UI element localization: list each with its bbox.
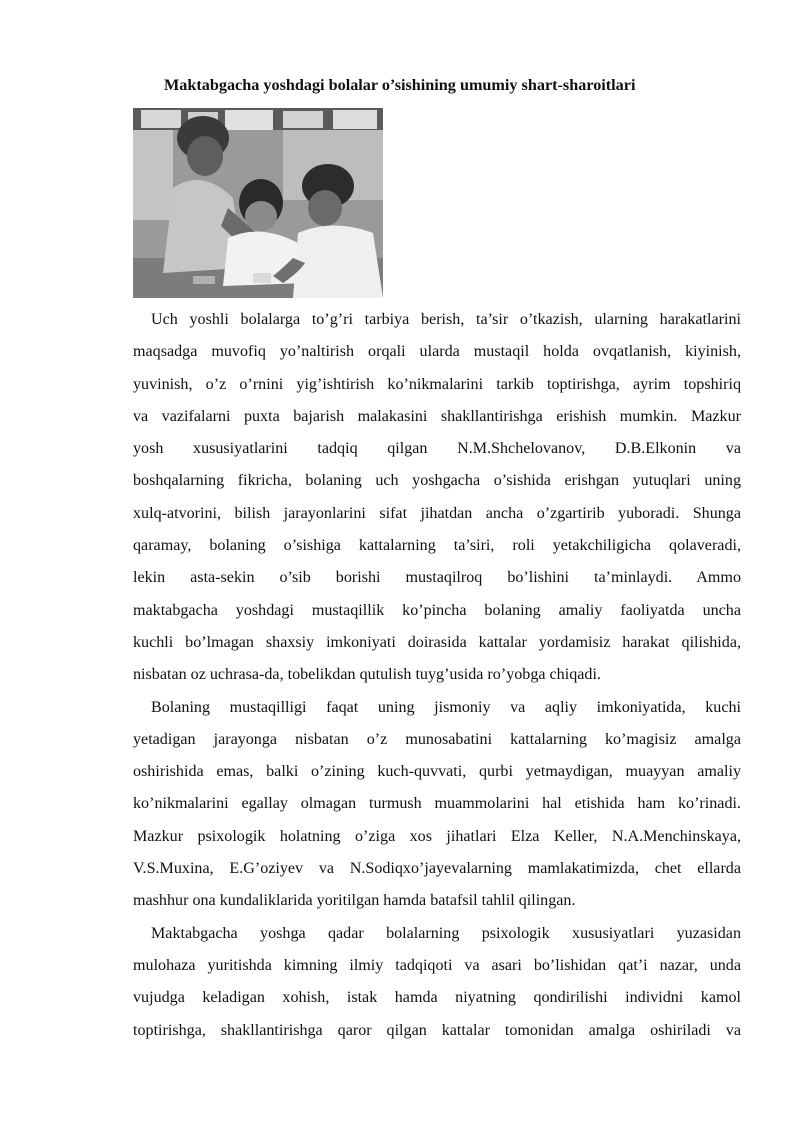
text-line: va vazifalarni puxta bajarish malakasini shakllantirishga erishish mumkin. Mazkur — [133, 407, 741, 425]
text-line: maqsadga muvofiq yo’naltirish orqali ularda mustaqil holda ovqatlanish, kiyinish, — [133, 343, 741, 361]
paragraph-2 — [115, 692, 741, 918]
text-line: xulq-atvorini, bilish jarayonlarini sifat jihatdan ancha o’zgartirib yuboradi. Shunga — [133, 504, 741, 522]
text-line: oshirishida emas, balki o’zining kuch-quvvati, qurbi yetmaydigan, muayyan amaliy — [133, 763, 741, 781]
text-line: lekin asta-sekin o’sib borishi mustaqilroq bo’lishini ta’minlaydi. Ammo — [133, 569, 741, 587]
text-line: mashhur ona kundaliklarida yoritilgan hamda batafsil tahlil qilingan. — [133, 892, 576, 910]
text-line: yosh xususiyatlarini tadqiq qilgan N.M.Shchelovanov, D.B.Elkonin va — [133, 440, 741, 458]
text-line: yuvinish, o’z o’rnini yig’ishtirish ko’nikmalarini tarkib toptirishga, ayrim topshiriq — [133, 375, 741, 393]
body-text — [115, 304, 741, 1047]
text-line: Uch yoshli bolalarga to’g’ri tarbiya berish, ta’sir o’tkazish, ularning harakatlarini — [151, 311, 741, 328]
text-line: vujudga keladigan xohish, istak hamda niyatning qondirilishi individni kamol — [133, 989, 741, 1007]
document-title: Maktabgacha yoshdagi bolalar o’sishining umumiy shart-sharoitlari — [164, 76, 636, 94]
text-line: Mazkur psixologik holatning o’ziga xos jihatlari Elza Keller, N.A.Menchinskaya, — [133, 827, 741, 845]
text-line: yetadigan jarayonga nisbatan o’z munosabatini kattalarning ko’magisiz amalga — [133, 730, 741, 748]
text-line: maktabgacha yoshdagi mustaqillik ko’pincha bolaning amaliy faoliyatda uncha — [133, 601, 741, 619]
text-line: Maktabgacha yoshga qadar bolalarning psixologik xususiyatlari yuzasidan — [151, 924, 741, 942]
text-line: Bolaning mustaqilligi faqat uning jismoniy va aqliy imkoniyatida, kuchi — [151, 698, 741, 716]
text-line: qaramay, bolaning o’sishiga kattalarning ta’siri, roli yetakchiligicha qolaveradi, — [133, 537, 741, 555]
text-line: ko’nikmalarini egallay olmagan turmush muammolarini hal etishida ham ko’rinadi. — [133, 795, 741, 813]
text-line: toptirishga, shakllantirishga qaror qilgan kattalar tomonidan amalga oshiriladi va — [133, 1021, 741, 1039]
text-line: boshqalarning fikricha, bolaning uch yoshgacha o’sishida erishgan yutuqlari uning — [133, 472, 741, 490]
text-line: mulohaza yuritishda kimning ilmiy tadqiqoti va asari bo’lishidan qat’i nazar, unda — [133, 956, 741, 974]
text-line: V.S.Muxina, E.G’oziyev va N.Sodiqxo’jayevalarning mamlakatimizda, chet ellarda — [133, 860, 741, 878]
text-line: nisbatan oz uchrasa-da, tobelikdan qutulish tuyg’usida ro’yobga chiqadi. — [133, 666, 601, 684]
children-playing-photo — [133, 108, 383, 298]
paragraph-1 — [115, 304, 741, 692]
paragraph-3 — [115, 918, 741, 1047]
text-line: kuchli bo’lmagan shaxsiy imkoniyati doirasida kattalar yordamisiz harakat qilishida, — [133, 633, 741, 651]
